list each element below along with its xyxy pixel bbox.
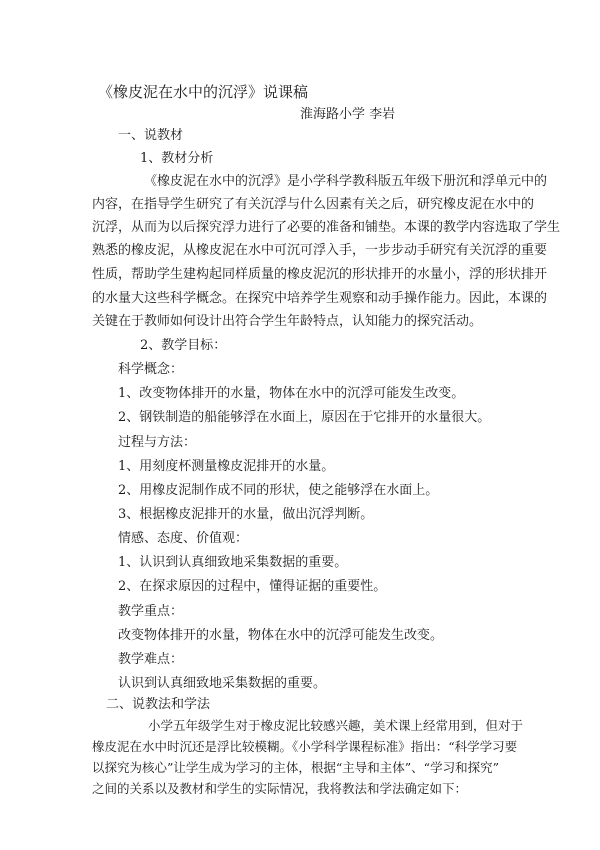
paragraph-line: 关键在于教师如何设计出符合学生年龄特点，认知能力的探究活动。 bbox=[92, 314, 483, 329]
paragraph-line: 橡皮泥在水中时沉还是浮比较模糊。《小学科学课程标准》指出：“科学学习要 bbox=[92, 739, 518, 754]
paragraph-line: 小学五年级学生对于橡皮泥比较感兴趣，美术课上经常用到，但对于 bbox=[148, 718, 524, 733]
paragraph-line: 之间的关系以及教材和学生的实际情况，我将教法和学法确定如下： bbox=[92, 781, 468, 796]
paragraph-line: 的水量大这些科学概念。在探究中培养学生观察和动手操作能力。因此，本课的 bbox=[92, 291, 548, 306]
paragraph-line: 性质，帮助学生建构起同样质量的橡皮泥沉的形状排开的水量小，浮的形状排开 bbox=[92, 267, 548, 282]
label-difficulty: 教学难点： bbox=[118, 652, 184, 667]
label-emotion-attitude-values: 情感、态度、价值观： bbox=[118, 531, 249, 546]
label-science-concept: 科学概念： bbox=[118, 362, 184, 377]
section-heading-teaching-material: 一、说教材 bbox=[118, 128, 184, 143]
list-item: 1、认识到认真细致地采集数据的重要。 bbox=[118, 555, 348, 570]
list-item: 2、在探求原因的过程中，懂得证据的重要性。 bbox=[118, 579, 387, 594]
label-key-point: 教学重点： bbox=[118, 604, 184, 619]
section-heading-methods: 二、说教法和学法 bbox=[106, 697, 211, 712]
subheading-teaching-goals: 2、教学目标： bbox=[140, 338, 227, 353]
subheading-material-analysis: 1、教材分析 bbox=[140, 151, 214, 166]
list-item: 2、钢铁制造的船能够浮在水面上，原因在于它排开的水量很大。 bbox=[118, 410, 491, 425]
list-item: 3、根据橡皮泥排开的水量，做出沉浮判断。 bbox=[118, 507, 374, 522]
paragraph-line: 《橡皮泥在水中的沉浮》是小学科学教科版五年级下册沉和浮单元中的 bbox=[144, 174, 548, 189]
list-item: 2、用橡皮泥制作成不同的形状，使之能够浮在水面上。 bbox=[118, 483, 439, 498]
paragraph-line: 熟悉的橡皮泥，从橡皮泥在水中可沉可浮入手，一步步动手研究有关沉浮的重要 bbox=[92, 243, 548, 258]
difficulty-text: 认识到认真细致地采集数据的重要。 bbox=[118, 676, 327, 691]
label-process-method: 过程与方法： bbox=[118, 435, 197, 450]
paragraph-line: 以探究为核心”让学生成为学习的主体，根据“主导和主体”、“学习和探究” bbox=[92, 760, 499, 775]
paragraph-line: 内容，在指导学生研究了有关沉浮与什么因素有关之后，研究橡皮泥在水中的 bbox=[92, 197, 535, 212]
list-item: 1、改变物体排开的水量，物体在水中的沉浮可能发生改变。 bbox=[118, 386, 465, 401]
paragraph-line: 沉浮，从而为以后探究浮力进行了必要的准备和铺垫。本课的教学内容选取了学生 bbox=[92, 220, 561, 235]
key-point-text: 改变物体排开的水量，物体在水中的沉浮可能发生改变。 bbox=[118, 628, 444, 643]
document-title: 《橡皮泥在水中的沉浮》说课稿 bbox=[98, 83, 309, 101]
author-line: 淮海路小学 李岩 bbox=[300, 107, 396, 122]
list-item: 1、用刻度杯测量橡皮泥排开的水量。 bbox=[118, 459, 335, 474]
